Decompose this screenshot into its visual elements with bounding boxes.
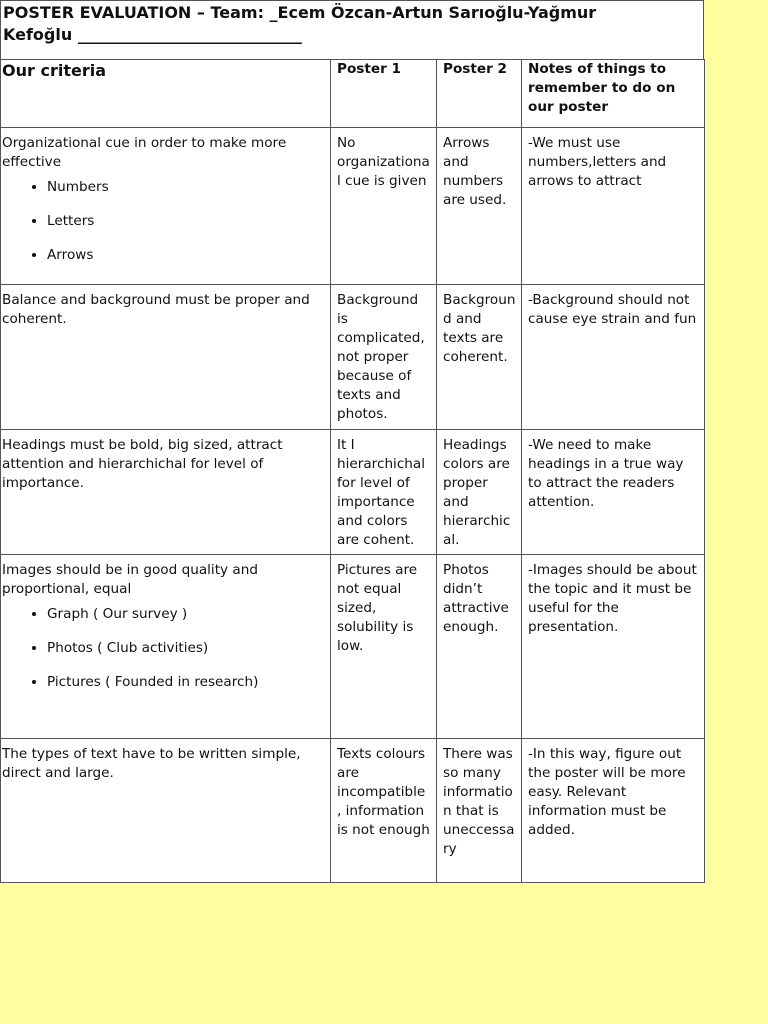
- criteria-bullet-list: [2, 605, 327, 692]
- criteria-text: Organizational cue in order to make more effective: [2, 135, 287, 170]
- list-item: • Arrows: [47, 246, 327, 265]
- table-row: [1, 555, 705, 739]
- criteria-cell: The types of text have to be written simple, direct and large.: [1, 739, 331, 883]
- notes-cell: -We must use numbers,letters and arrows to attract: [522, 128, 705, 285]
- page-title: [0, 0, 704, 59]
- list-item: • Letters: [47, 212, 327, 231]
- criteria-text: Images should be in good quality and proportional, equal: [2, 562, 258, 597]
- poster1-cell: No organizational cue is given: [331, 128, 437, 285]
- column-header-poster1: Poster 1: [331, 60, 437, 128]
- list-item: • Photos ( Club activities): [47, 639, 327, 658]
- notes-cell: -In this way, figure out the poster will be more easy. Relevant information must be added.: [522, 739, 705, 883]
- poster2-cell: Photos didn’t attractive enough.: [437, 555, 522, 739]
- notes-cell: -We need to make headings in a true way to attract the readers attention.: [522, 430, 705, 555]
- criteria-cell: Balance and background must be proper and coherent.: [1, 285, 331, 430]
- poster1-cell: It I hierarchichal for level of importance and colors are cohent.: [331, 430, 437, 555]
- table-header-row: [1, 60, 705, 128]
- list-item: • Pictures ( Founded in research): [47, 673, 327, 692]
- poster2-cell: Arrows and numbers are used.: [437, 128, 522, 285]
- notes-cell: -Background should not cause eye strain and fun: [522, 285, 705, 430]
- column-header-poster2: Poster 2: [437, 60, 522, 128]
- criteria-cell: [1, 555, 331, 739]
- list-item: • Graph ( Our survey ): [47, 605, 327, 624]
- table-row: [1, 430, 705, 555]
- poster2-cell: Background and texts are coherent.: [437, 285, 522, 430]
- criteria-bullet-list: [2, 178, 327, 265]
- table-row: [1, 285, 705, 430]
- poster1-cell: Background is complicated, not proper because of texts and photos.: [331, 285, 437, 430]
- criteria-cell: Headings must be bold, big sized, attract attention and hierarchichal for level of importance.: [1, 430, 331, 555]
- evaluation-table: [0, 59, 705, 883]
- title-line-2: Kefoğlu ____________________________: [3, 25, 302, 44]
- poster1-cell: Texts colours are incompatible , information is not enough: [331, 739, 437, 883]
- poster2-cell: Headings colors are proper and hierarchical.: [437, 430, 522, 555]
- title-line-1: POSTER EVALUATION – Team: _Ecem Özcan-Artun Sarıoğlu-Yağmur: [3, 3, 597, 22]
- list-item: • Numbers: [47, 178, 327, 197]
- table-row: [1, 739, 705, 883]
- table-row: [1, 128, 705, 285]
- poster2-cell: There was so many information that is uneccessary: [437, 739, 522, 883]
- criteria-cell: [1, 128, 331, 285]
- notes-cell: -Images should be about the topic and it must be useful for the presentation.: [522, 555, 705, 739]
- poster1-cell: Pictures are not equal sized, solubility is low.: [331, 555, 437, 739]
- column-header-notes: Notes of things to remember to do on our poster: [522, 60, 705, 128]
- column-header-criteria: Our criteria: [1, 60, 331, 128]
